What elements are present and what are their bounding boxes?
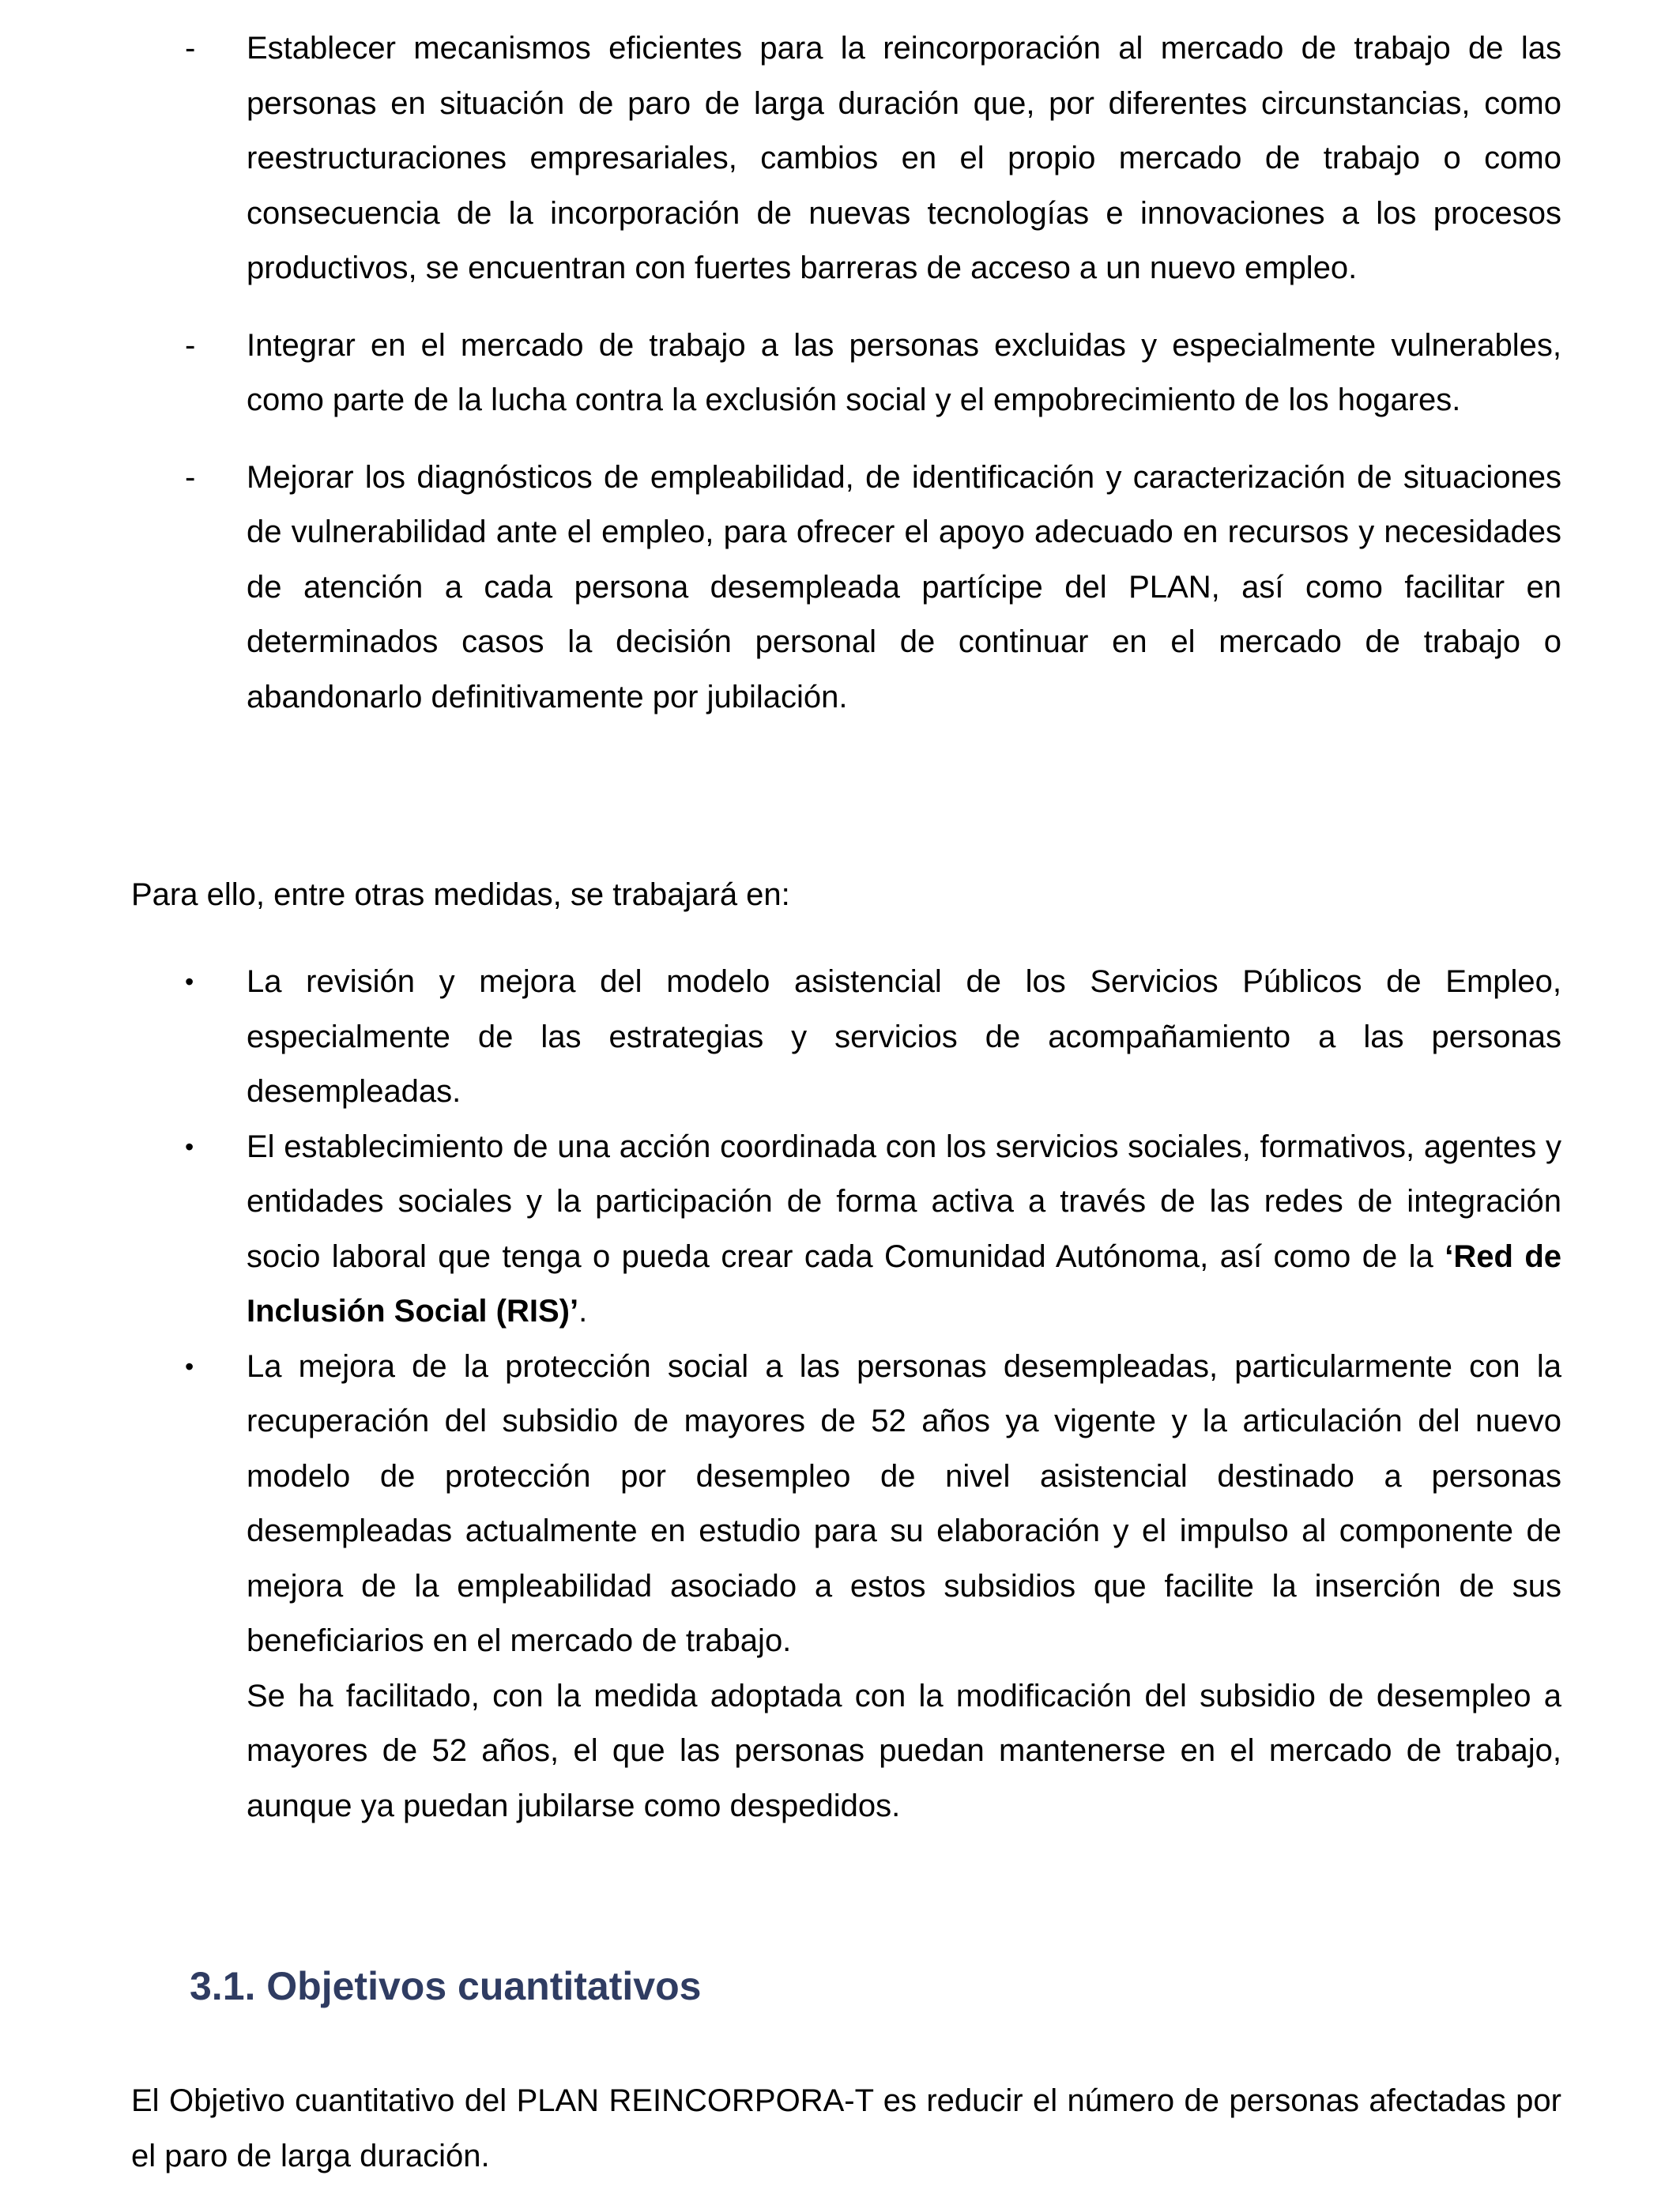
list-item-text: Integrar en el mercado de trabajo a las personas excluidas y especialmente vulnerables, como parte de la lucha contra la exclusión social y el empobrecimiento de los hogares. xyxy=(247,327,1561,417)
list-item-text: Establecer mecanismos eficientes para la reincorporación al mercado de trabajo de las personas en situación de paro de larga duración que, por diferentes circunstancias, como reestructuraciones empresariales, cambios en el propio mercado de trabajo o como consecuencia de la incorporación de nuevas tecnologías e innovaciones a los procesos productivos, se encuentran con fuertes barreras de acceso a un nuevo empleo. xyxy=(247,31,1561,285)
measures-bullet-list xyxy=(185,955,1562,1834)
dash-marker: - xyxy=(185,327,196,363)
list-item-text-after: . xyxy=(578,1294,588,1329)
list-item-text: Mejorar los diagnósticos de empleabilidad, de identificación y caracterización de situaciones de vulnerabilidad ante el empleo, para ofrecer el apoyo adecuado en recursos y necesidades de atención a cada persona desempleada partícipe del PLAN, así como facilitar en determinados casos la decisión personal de continuar en el mercado de trabajo o abandonarlo definitivamente por jubilación. xyxy=(247,459,1561,714)
section-heading: 3.1. Objetivos cuantitativos xyxy=(190,1964,702,2008)
list-item xyxy=(185,21,1561,296)
intro-paragraph: Para ello, entre otras medidas, se trabajará en: xyxy=(131,877,790,912)
bullet-marker: • xyxy=(185,967,194,996)
list-item xyxy=(185,450,1561,726)
list-item-text: La revisión y mejora del modelo asistencial de los Servicios Públicos de Empleo, especialmente de las estrategias y servicios de acompañamiento a las personas desempleadas. xyxy=(247,964,1561,1109)
list-item xyxy=(185,1340,1561,1834)
list-item-text: La mejora de la protección social a las personas desempleadas, particularmente con la recuperación del subsidio de mayores de 52 años ya vigente y la articulación del nuevo modelo de protección por desempleo de nivel asistencial destinado a personas desempleadas actualmente en estudio para su elaboración y el impulso al componente de mejora de la empleabilidad asociado a estos subsidios que facilite la inserción de sus beneficiarios en el mercado de trabajo. xyxy=(247,1348,1561,1658)
list-item xyxy=(185,319,1561,428)
ris-network-name: ‘Red de Inclusión Social (RIS)’ xyxy=(247,1238,1562,1329)
dash-marker: - xyxy=(185,459,196,495)
closing-paragraph: El Objetivo cuantitativo del PLAN REINCORPORA-T es reducir el número de personas afectadas por el paro de larga duración. xyxy=(131,2083,1561,2173)
bullet-marker: • xyxy=(185,1351,194,1381)
objectives-dash-list xyxy=(185,21,1561,747)
list-item xyxy=(185,1120,1562,1340)
list-item xyxy=(185,955,1561,1120)
bullet-marker: • xyxy=(185,1132,194,1161)
list-item-text-before: El establecimiento de una acción coordinada con los servicios sociales, formativos, agentes y entidades sociales y la participación de forma activa a través de las redes de integración socio laboral que tenga o pueda crear cada Comunidad Autónoma, así como de la xyxy=(247,1129,1561,1274)
list-item-continuation: Se ha facilitado, con la medida adoptada con la modificación del subsidio de desempleo a mayores de 52 años, el que las personas puedan mantenerse en el mercado de trabajo, aunque ya puedan jubilarse como despedidos. xyxy=(247,1678,1561,1823)
dash-marker: - xyxy=(185,31,196,66)
